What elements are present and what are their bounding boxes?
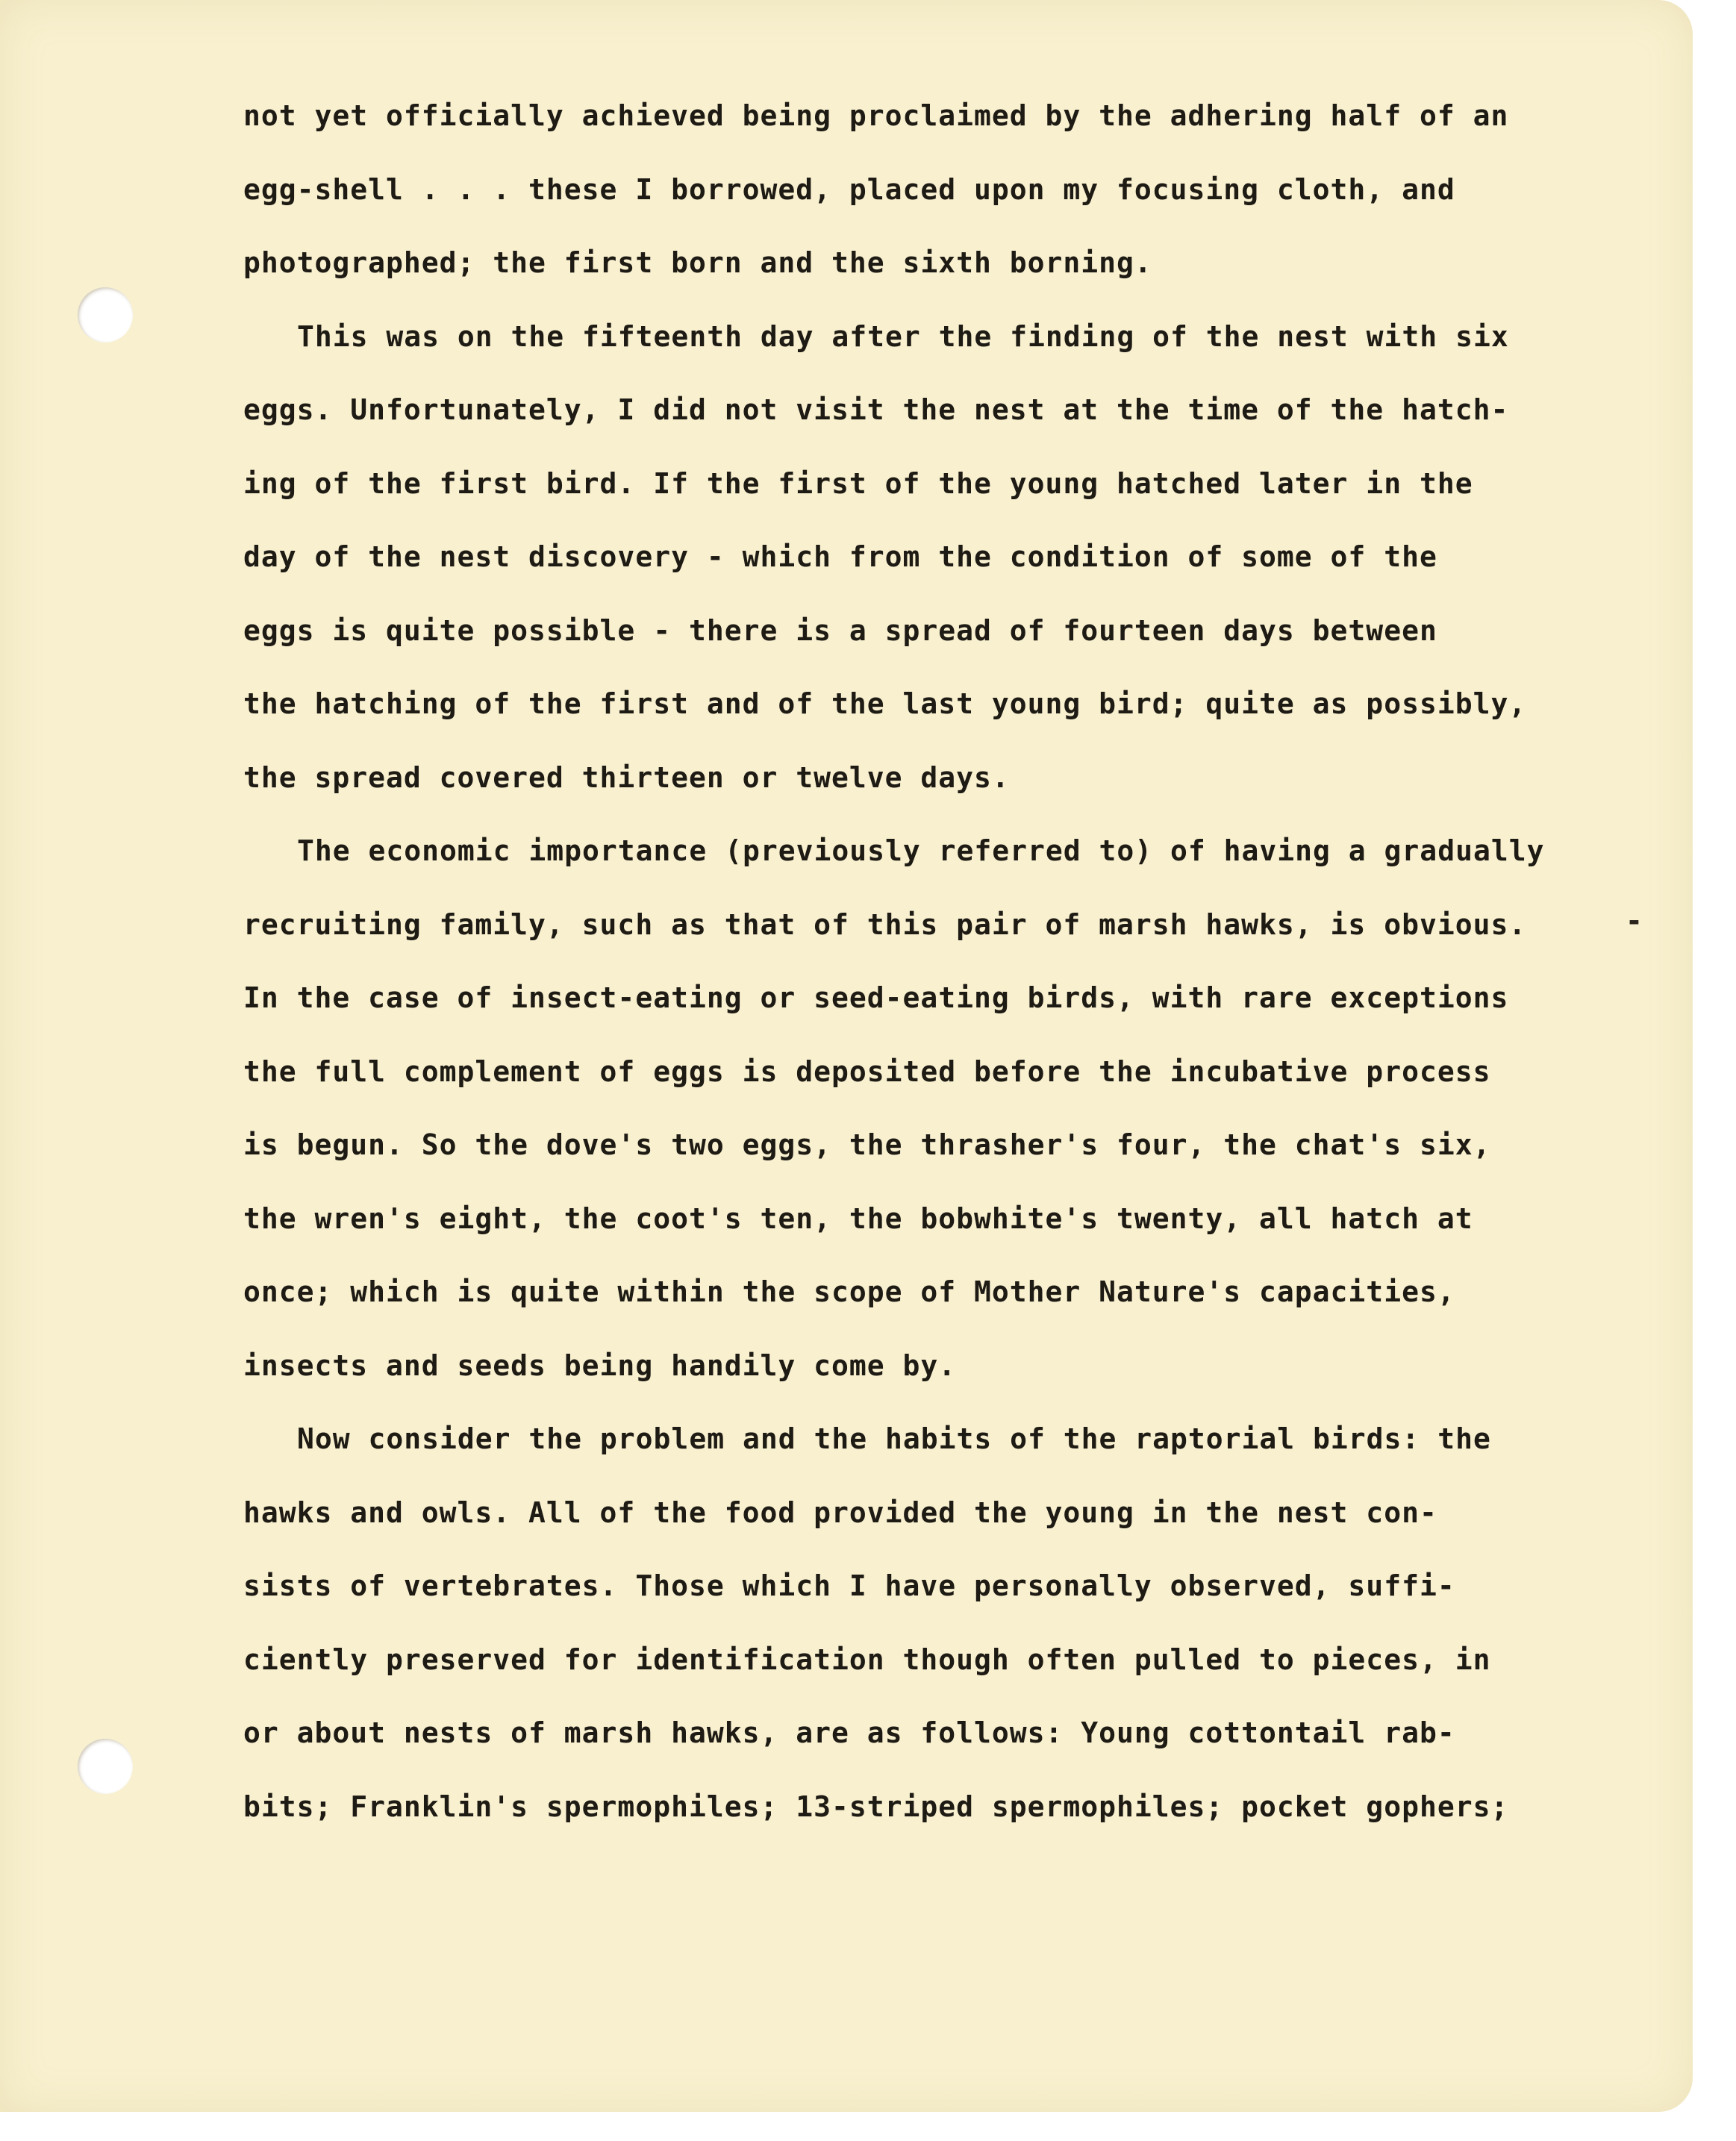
text-line: eggs is quite possible - there is a spread of fourteen days between [243, 613, 1437, 647]
punch-hole-bottom [78, 1739, 133, 1794]
text-line: ing of the first bird. If the first of the young hatched later in the [243, 466, 1473, 500]
paragraph-start-line: The economic importance (previously referred to) of having a gradually [297, 834, 1545, 867]
text-line: sists of vertebrates. Those which I have personally observed, suffi- [243, 1569, 1455, 1602]
paragraph-start-line: This was on the fifteenth day after the finding of the nest with six [297, 319, 1509, 353]
text-line: recruiting family, such as that of this pair of marsh hawks, is obvious. [243, 907, 1527, 941]
text-line: day of the nest discovery - which from the condition of some of the [243, 540, 1437, 573]
text-line: or about nests of marsh hawks, are as follows: Young cottontail rab- [243, 1716, 1455, 1749]
text-line: once; which is quite within the scope of Mother Nature's capacities, [243, 1275, 1455, 1308]
punch-hole-top [78, 287, 133, 343]
text-line: not yet officially achieved being proclaimed by the adhering half of an [243, 99, 1509, 132]
text-line: the spread covered thirteen or twelve days. [243, 760, 1010, 794]
text-line: egg-shell . . . these I borrowed, placed upon my focusing cloth, and [243, 172, 1455, 206]
text-line: bits; Franklin's spermophiles; 13-striped spermophiles; pocket gophers; [243, 1790, 1509, 1823]
text-line: photographed; the first born and the sixth borning. [243, 246, 1152, 279]
typewritten-text [243, 90, 1632, 1854]
text-line: insects and seeds being handily come by. [243, 1348, 957, 1382]
text-line: the full complement of eggs is deposited before the incubative process [243, 1054, 1491, 1088]
text-line: the hatching of the first and of the last young bird; quite as possibly, [243, 687, 1527, 720]
margin-dash: - [1626, 904, 1643, 937]
text-line: is begun. So the dove's two eggs, the thrasher's four, the chat's six, [243, 1128, 1491, 1161]
text-line: eggs. Unfortunately, I did not visit the nest at the time of the hatch- [243, 393, 1509, 426]
paragraph-start-line: Now consider the problem and the habits of the raptorial birds: the [297, 1422, 1491, 1455]
text-line: In the case of insect-eating or seed-eating birds, with rare exceptions [243, 981, 1509, 1014]
text-line: the wren's eight, the coot's ten, the bobwhite's twenty, all hatch at [243, 1201, 1473, 1235]
text-line: ciently preserved for identification though often pulled to pieces, in [243, 1643, 1491, 1676]
text-line: hawks and owls. All of the food provided the young in the nest con- [243, 1495, 1437, 1529]
